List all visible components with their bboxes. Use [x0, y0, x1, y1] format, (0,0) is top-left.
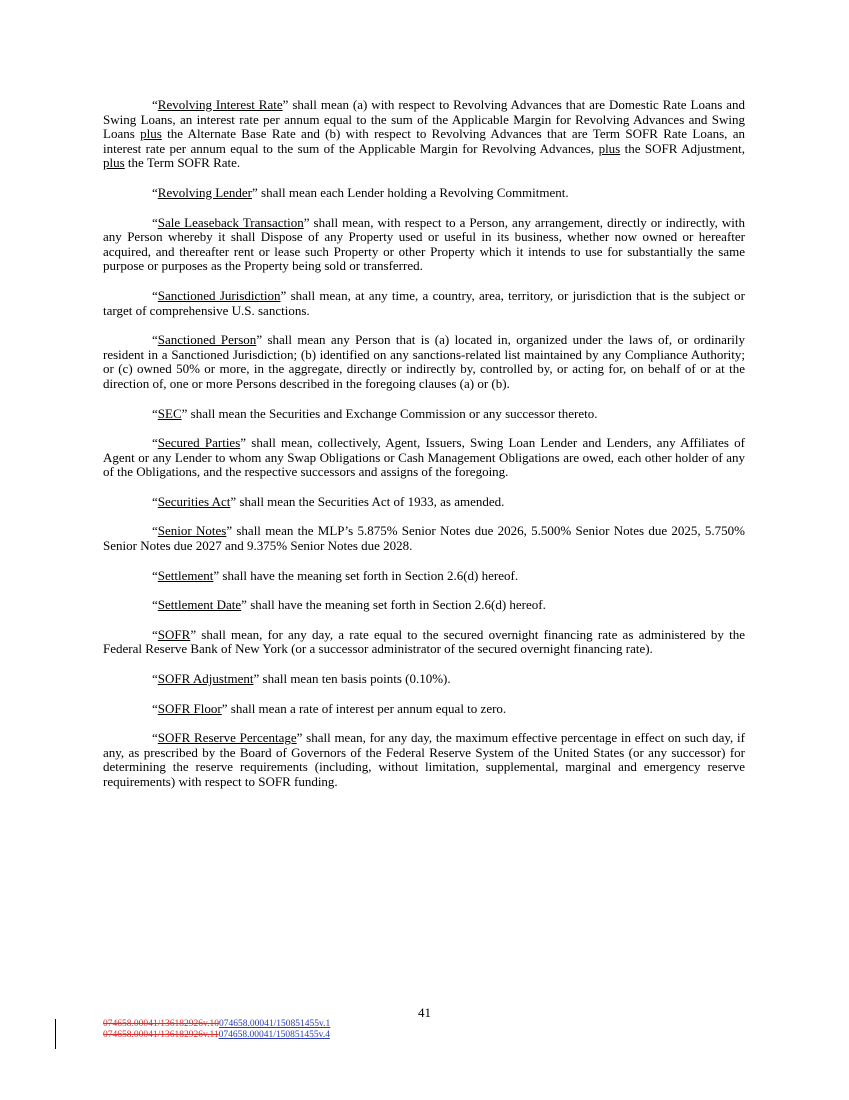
defined-term: Sale Leaseback Transaction — [157, 214, 304, 230]
definition-text: “ — [152, 97, 158, 112]
definition-text: “ — [152, 567, 158, 583]
definition-text: ” shall mean ten basis points (0.10%). — [253, 671, 451, 687]
deleted-doc-id: 074658.00041/136182926v.11 — [103, 1030, 219, 1040]
definition-text: ” shall mean, with respect to a Person, any arrangement, directly or indirectly, with any Person whereby it shall Dispose of any Property used or useful in its business, whether now owned or hereafter acquired, and thereafter rent or lease such Property or other Property which it intends to use for substantially the same purpose or purposes as the Property being sold or transferred. — [103, 214, 745, 274]
defined-term: Revolving Lender — [157, 184, 253, 200]
defined-term: SOFR Adjustment — [157, 671, 254, 687]
definition-text: ” shall mean each Lender holding a Revolving Commitment. — [252, 184, 569, 200]
definition-paragraph — [103, 702, 745, 717]
definition-text: ” shall mean the Securities and Exchange Commission or any successor thereto. — [181, 405, 598, 421]
definition-paragraph — [103, 628, 745, 657]
definitions-list — [103, 98, 745, 805]
definition-text: ” shall mean, at any time, a country, area, territory, or jurisdiction that is the subject or target of comprehensive U.S. sanctions. — [103, 287, 745, 318]
definition-paragraph — [103, 569, 745, 584]
defined-term: SOFR Reserve Percentage — [157, 730, 297, 746]
emphasis-text: plus — [103, 155, 125, 171]
defined-term: Revolving Interest Rate — [157, 97, 283, 112]
definition-text: the Term SOFR Rate. — [124, 155, 241, 171]
definition-text: ” shall mean (a) with respect to Revolving Advances that are Domestic Rate Loans and Swing Loans, an interest rate per annum equal to the sum of the Applicable Margin for Revolving Advances and Swing Loans — [103, 97, 745, 142]
defined-term: Settlement Date — [157, 597, 242, 613]
definition-text: “ — [152, 287, 158, 303]
inserted-doc-id: 074658.00041/150851455v.1 — [219, 1019, 331, 1029]
definition-text: “ — [152, 184, 158, 200]
defined-term: Securities Act — [157, 493, 231, 509]
definition-text: ” shall have the meaning set forth in Section 2.6(d) hereof. — [213, 567, 519, 583]
definition-text: “ — [152, 332, 158, 348]
definition-text: “ — [152, 214, 158, 230]
definition-paragraph — [103, 333, 745, 391]
definition-text: “ — [152, 671, 158, 687]
defined-term: SOFR Floor — [157, 700, 222, 716]
defined-term: SOFR — [157, 626, 191, 642]
emphasis-text: plus — [140, 126, 162, 142]
definition-text: ” shall mean the MLP’s 5.875% Senior Notes due 2026, 5.500% Senior Notes due 2025, 5.750% Senior Notes due 2027 and 9.375% Senior Notes due 2028. — [103, 523, 745, 554]
definition-text: the SOFR Adjustment, — [620, 140, 745, 156]
definition-text: ” shall mean any Person that is (a) located in, organized under the laws of, or ordinarily resident in a Sanctioned Jurisdiction; (b) identified on any sanctions-related list maintained by any Compliance Authority; or (c) owned 50% or more, in the aggregate, directly or indirectly by, controlled by, or acting for, on behalf of or at the direction of, one or more Persons described in the foregoing clauses (a) or (b). — [103, 332, 745, 391]
inserted-doc-id: 074658.00041/150851455v.4 — [218, 1030, 330, 1040]
definition-paragraph — [103, 436, 745, 480]
definition-text: “ — [152, 700, 158, 716]
definition-paragraph — [103, 495, 745, 510]
definition-paragraph — [103, 598, 745, 613]
footer-line-2 — [103, 1030, 503, 1041]
definition-paragraph — [103, 289, 745, 318]
defined-term: Senior Notes — [157, 523, 227, 539]
footer-line-1 — [103, 1019, 503, 1030]
definition-text: “ — [152, 405, 158, 421]
definition-text: ” shall mean, for any day, the maximum effective percentage in effect on such day, if any, as prescribed by the Board of Governors of the Federal Reserve System of the United States (or any successor) for determining the reserve requirements (including, without limitation, supplemental, marginal and emergency reserve requirements) with respect to SOFR funding. — [103, 730, 745, 789]
document-id-footer — [103, 1019, 503, 1041]
definition-text: “ — [152, 493, 158, 509]
definition-paragraph — [103, 186, 745, 201]
change-bar — [55, 1019, 56, 1049]
defined-term: Settlement — [157, 567, 214, 583]
definition-text: ” shall have the meaning set forth in Section 2.6(d) hereof. — [241, 597, 546, 613]
definition-text: ” shall mean, collectively, Agent, Issuers, Swing Loan Lender and Lenders, any Affiliates of Agent or any Lender to whom any Swap Obligations or Cash Management Obligations are owed, each other holder of any of the Obligations, and the respective successors and assigns of the foregoing. — [103, 435, 745, 480]
defined-term: SEC — [157, 405, 182, 421]
definition-paragraph — [103, 672, 745, 687]
defined-term: Sanctioned Person — [157, 332, 257, 348]
definition-paragraph — [103, 98, 745, 171]
definition-paragraph — [103, 731, 745, 789]
definition-text: “ — [152, 730, 158, 746]
definition-paragraph — [103, 216, 745, 274]
emphasis-text: plus — [598, 140, 621, 156]
definition-text: “ — [152, 435, 158, 451]
definition-text: ” shall mean the Securities Act of 1933, as amended. — [230, 493, 505, 509]
definition-paragraph — [103, 407, 745, 422]
defined-term: Secured Parties — [157, 435, 241, 451]
definition-text: ” shall mean, for any day, a rate equal to the secured overnight financing rate as administered by the Federal Reserve Bank of New York (or a successor administrator of the secured overnight financing rate). — [103, 626, 745, 657]
definition-text: ” shall mean a rate of interest per annum equal to zero. — [221, 700, 507, 716]
definition-text: the Alternate Base Rate and (b) with respect to Revolving Advances that are Term SOFR Rate Loans, an interest rate per annum equal to the sum of the Applicable Margin for Revolving Advances, — [103, 126, 745, 156]
deleted-doc-id: 074658.00041/136182926v.10 — [103, 1019, 220, 1029]
definition-paragraph — [103, 524, 745, 553]
definition-text: “ — [152, 626, 158, 642]
definition-text: “ — [152, 523, 158, 539]
definition-text: “ — [152, 597, 158, 613]
defined-term: Sanctioned Jurisdiction — [157, 287, 281, 303]
page-number: 41 — [418, 1005, 431, 1020]
